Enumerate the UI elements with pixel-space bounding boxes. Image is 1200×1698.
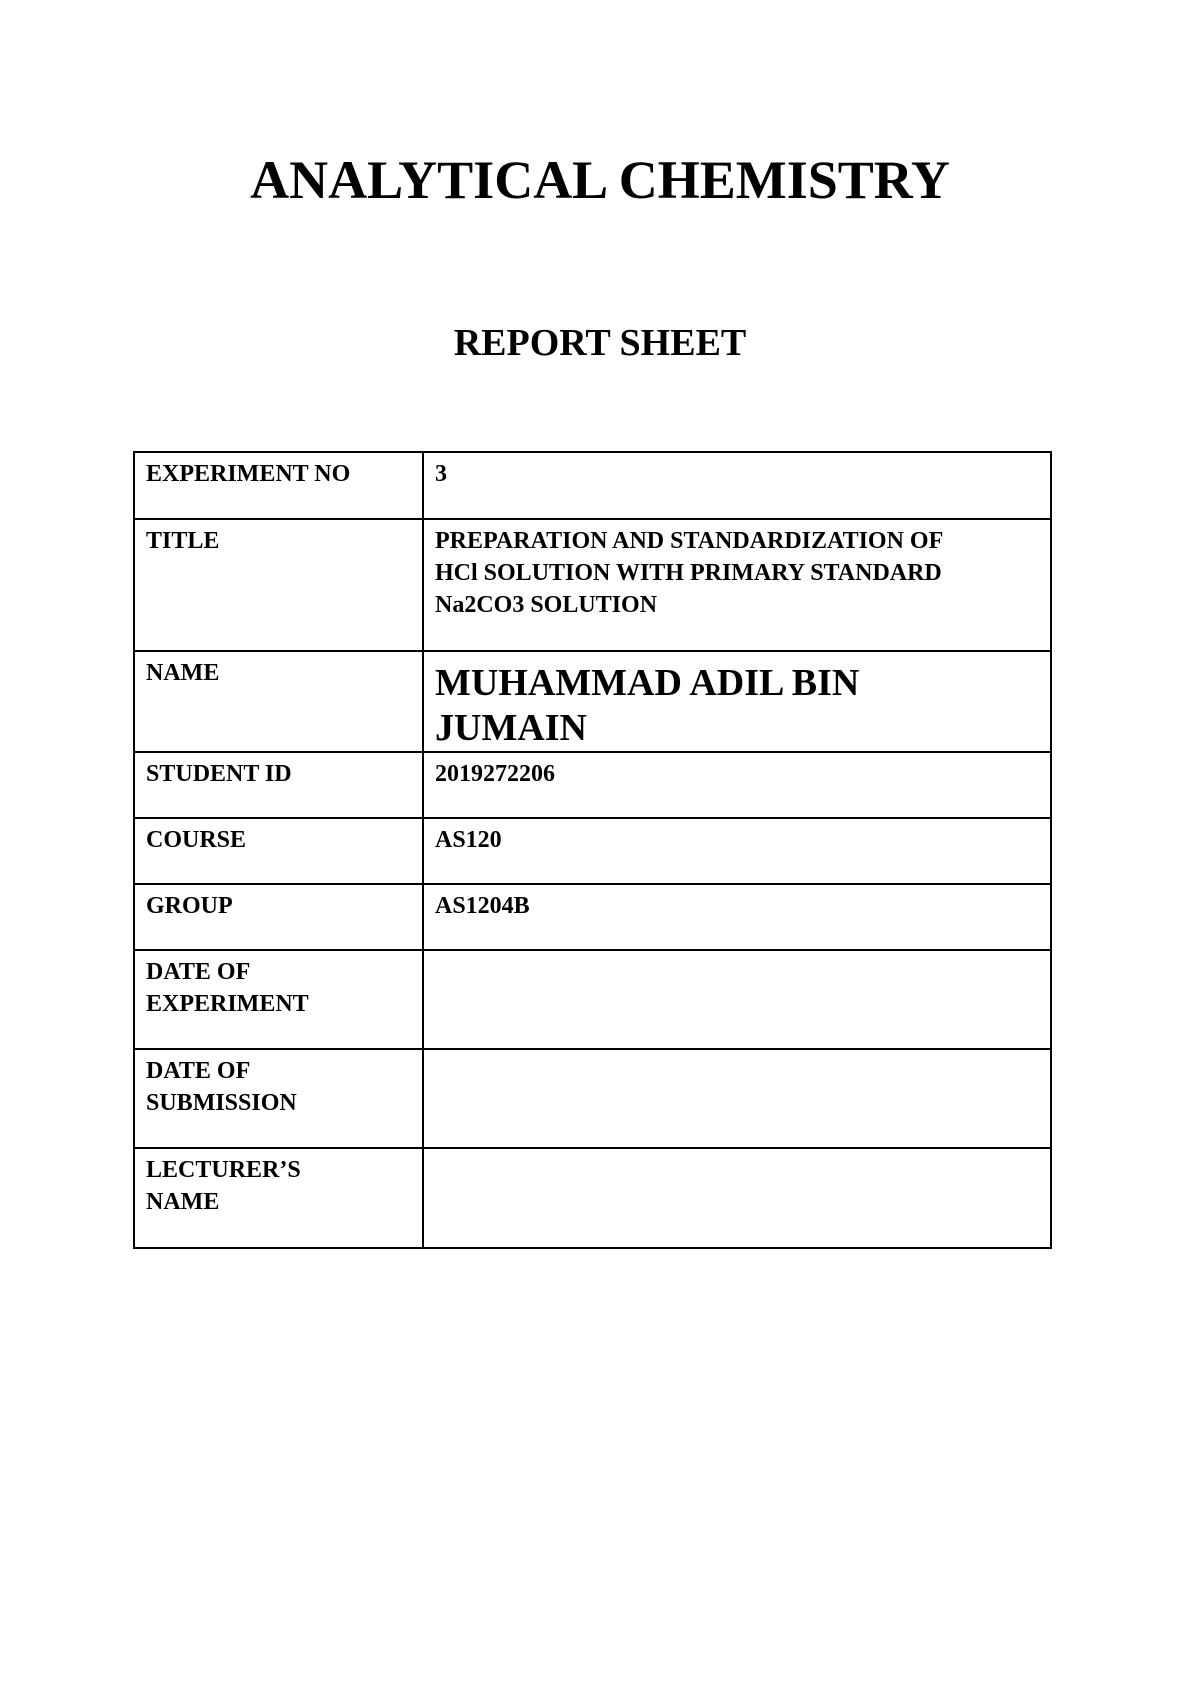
lecturer-name-label: LECTURER’S NAME — [134, 1148, 423, 1248]
table-row — [134, 818, 1051, 884]
experiment-no-label: EXPERIMENT NO — [134, 452, 423, 519]
report-table — [133, 451, 1052, 1249]
date-of-submission-value — [423, 1049, 1051, 1148]
table-row — [134, 452, 1051, 519]
title-label: TITLE — [134, 519, 423, 651]
student-id-label: STUDENT ID — [134, 752, 423, 818]
student-id-value: 2019272206 — [423, 752, 1051, 818]
table-row — [134, 752, 1051, 818]
lecturer-name-value — [423, 1148, 1051, 1248]
name-value: MUHAMMAD ADIL BIN JUMAIN — [423, 651, 1051, 752]
table-row — [134, 950, 1051, 1049]
table-row — [134, 1148, 1051, 1248]
experiment-no-value: 3 — [423, 452, 1051, 519]
course-value: AS120 — [423, 818, 1051, 884]
table-row — [134, 1049, 1051, 1148]
group-value: AS1204B — [423, 884, 1051, 950]
name-label: NAME — [134, 651, 423, 752]
table-row — [134, 884, 1051, 950]
course-label: COURSE — [134, 818, 423, 884]
date-of-experiment-value — [423, 950, 1051, 1049]
date-of-submission-label: DATE OF SUBMISSION — [134, 1049, 423, 1148]
document-subtitle: REPORT SHEET — [453, 322, 747, 364]
table-row — [134, 519, 1051, 651]
document-title: ANALYTICAL CHEMISTRY — [250, 150, 950, 210]
table-row — [134, 651, 1051, 752]
title-value: PREPARATION AND STANDARDIZATION OF HCl SOLUTION WITH PRIMARY STANDARD Na2CO3 SOLUTION — [423, 519, 1051, 651]
group-label: GROUP — [134, 884, 423, 950]
date-of-experiment-label: DATE OF EXPERIMENT — [134, 950, 423, 1049]
